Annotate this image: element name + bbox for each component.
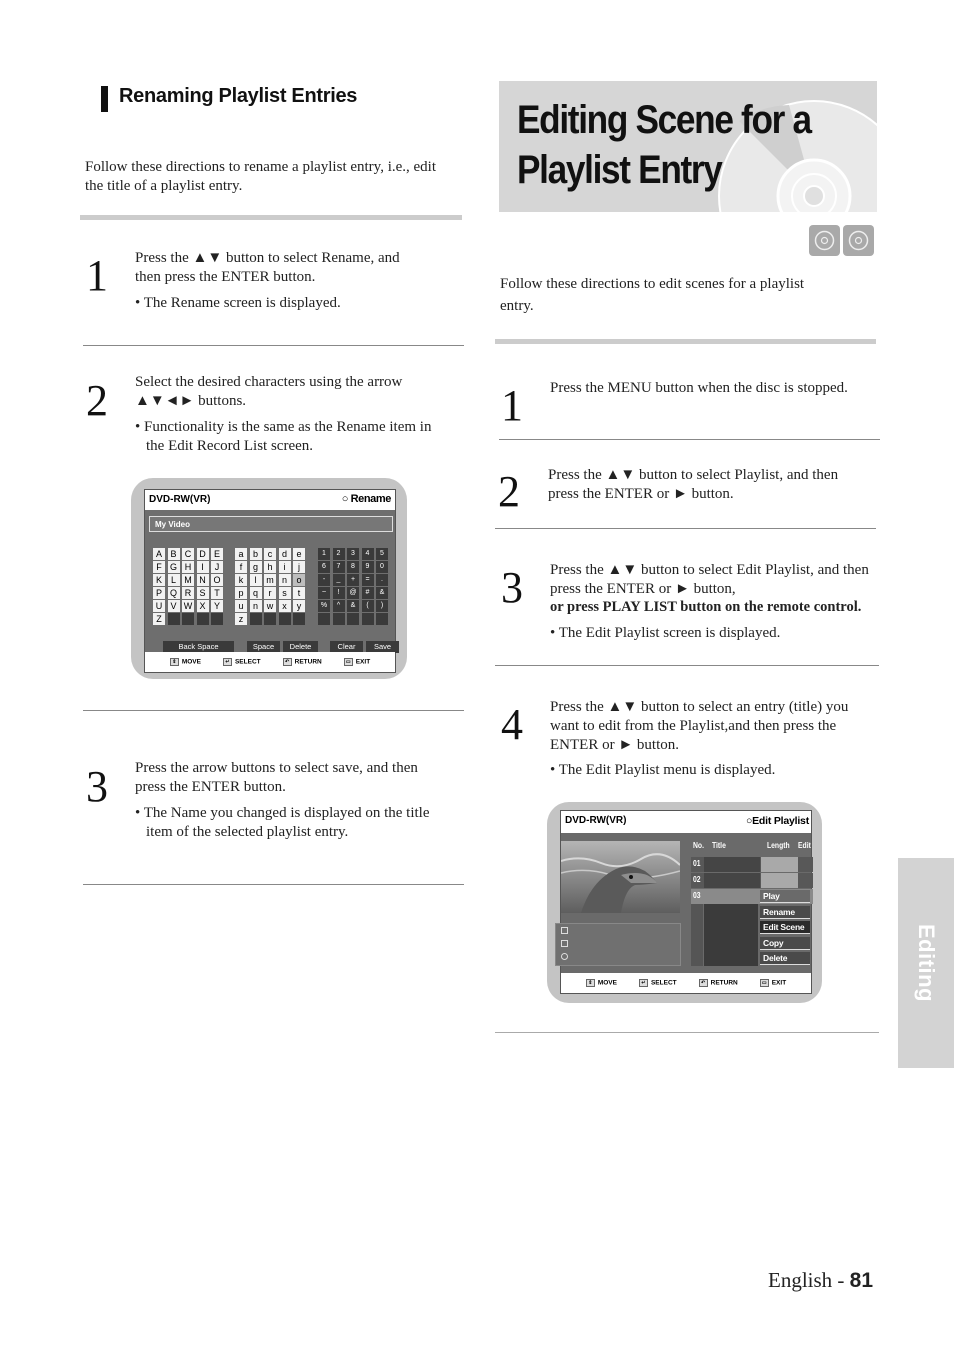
right-step-2-text: Press the ▲▼ button to select Playlist, and then press the ENTER or ► button. bbox=[548, 467, 839, 502]
key-lower-1-3[interactable]: i bbox=[279, 561, 291, 573]
row-number: 03 bbox=[693, 891, 701, 900]
edit-playlist-header bbox=[561, 811, 811, 833]
key-sym-4-0[interactable]: % bbox=[318, 600, 330, 612]
key-upper-2-0[interactable]: K bbox=[153, 574, 165, 586]
key-sym-5-2[interactable] bbox=[347, 613, 359, 625]
key-upper-5-3[interactable] bbox=[197, 613, 209, 625]
mode-label: ○ Rename bbox=[341, 493, 391, 505]
key-lower-1-2[interactable]: h bbox=[264, 561, 276, 573]
menu-item-delete[interactable]: Delete bbox=[760, 952, 810, 965]
edit-playlist-screen bbox=[547, 802, 822, 1003]
key-sym-0-3[interactable]: 4 bbox=[362, 548, 374, 560]
mode-label: ○Edit Playlist bbox=[745, 815, 809, 827]
exit-label: EXIT bbox=[771, 979, 787, 987]
key-lower-5-4[interactable] bbox=[293, 613, 305, 625]
key-lower-5-1[interactable] bbox=[250, 613, 262, 625]
space-button[interactable]: Space bbox=[247, 641, 280, 653]
key-lower-0-3[interactable]: d bbox=[279, 548, 291, 560]
title-info-box bbox=[555, 923, 681, 966]
key-sym-3-1[interactable]: ! bbox=[333, 587, 345, 599]
key-upper-4-4[interactable]: Y bbox=[211, 600, 223, 612]
col-no: No. bbox=[693, 841, 704, 850]
key-lower-3-3[interactable]: s bbox=[279, 587, 291, 599]
right-step-3-bold: or press PLAY LIST button on the remote control. bbox=[550, 599, 862, 615]
right-step-2-number: 2 bbox=[498, 467, 520, 516]
right-step-3-number: 3 bbox=[501, 563, 523, 612]
table-row[interactable] bbox=[691, 873, 813, 888]
key-sym-1-2[interactable]: 8 bbox=[347, 561, 359, 573]
menu-item-edit-scene[interactable]: Edit Scene bbox=[760, 921, 810, 934]
key-sym-3-3[interactable]: # bbox=[362, 587, 374, 599]
key-sym-4-2[interactable]: & bbox=[347, 600, 359, 612]
right-rule-3 bbox=[495, 665, 879, 666]
move-icon: ⇕ bbox=[170, 658, 179, 666]
device-label: DVD-RW(VR) bbox=[149, 494, 211, 505]
key-sym-2-2[interactable]: + bbox=[347, 574, 359, 586]
right-step-4-number: 4 bbox=[501, 700, 523, 749]
select-label: SELECT bbox=[650, 979, 677, 987]
right-rule-1 bbox=[499, 439, 880, 440]
row-length-cell bbox=[761, 857, 798, 872]
key-sym-1-1[interactable]: 7 bbox=[333, 561, 345, 573]
menu-item-play[interactable]: Play bbox=[760, 890, 810, 903]
key-sym-2-3[interactable]: = bbox=[362, 574, 374, 586]
return-icon: ↶ bbox=[283, 658, 292, 666]
rename-screen-display bbox=[144, 489, 396, 673]
left-step-1-number: 1 bbox=[86, 251, 108, 300]
dolphin-thumbnail bbox=[561, 841, 680, 913]
key-sym-5-3[interactable] bbox=[362, 613, 374, 625]
key-upper-3-1[interactable]: Q bbox=[168, 587, 180, 599]
left-rule-2 bbox=[83, 710, 464, 711]
return-icon: ↶ bbox=[699, 979, 708, 987]
left-step-3-bullet: • The Name you changed is displayed on the title item of the selected playlist entry. bbox=[135, 805, 430, 840]
key-lower-0-0[interactable]: a bbox=[235, 548, 247, 560]
move-label: MOVE bbox=[181, 658, 201, 666]
move-icon: ⇕ bbox=[586, 979, 595, 987]
menu-mid-panel bbox=[704, 904, 758, 966]
left-step-3-number: 3 bbox=[86, 762, 108, 811]
key-upper-5-2[interactable] bbox=[182, 613, 194, 625]
key-upper-0-1[interactable]: B bbox=[168, 548, 180, 560]
key-upper-3-4[interactable]: T bbox=[211, 587, 223, 599]
edit-playlist-footer bbox=[561, 973, 811, 993]
left-rule-3 bbox=[83, 884, 464, 885]
left-step-3-text: Press the arrow buttons to select save, and then press the ENTER button. bbox=[135, 760, 418, 795]
key-sym-2-1[interactable]: _ bbox=[333, 574, 345, 586]
key-upper-5-4[interactable] bbox=[211, 613, 223, 625]
key-lower-4-1[interactable]: n bbox=[250, 600, 262, 612]
right-step-3-bullet: • The Edit Playlist screen is displayed. bbox=[550, 625, 781, 641]
key-upper-1-3[interactable]: I bbox=[197, 561, 209, 573]
section-heading: Renaming Playlist Entries bbox=[119, 85, 358, 107]
key-upper-4-2[interactable]: W bbox=[183, 601, 193, 611]
edit-playlist-display bbox=[560, 810, 812, 994]
save-button[interactable]: Save bbox=[366, 641, 399, 653]
back-space-button[interactable]: Back Space bbox=[163, 641, 234, 653]
col-length: Length bbox=[767, 841, 790, 850]
key-lower-4-2[interactable]: w bbox=[264, 600, 276, 612]
select-label: SELECT bbox=[234, 658, 261, 666]
info-icon-1 bbox=[561, 927, 568, 934]
page-number: 81 bbox=[849, 1269, 874, 1292]
col-edit: Edit bbox=[798, 841, 811, 850]
key-upper-4-0[interactable]: U bbox=[153, 600, 165, 612]
left-rule-1 bbox=[83, 345, 464, 346]
table-row[interactable] bbox=[691, 857, 813, 872]
menu-item-copy[interactable]: Copy bbox=[760, 937, 810, 950]
left-step-2-bullet: • Functionality is the same as the Rename item in the Edit Record List screen. bbox=[135, 419, 432, 454]
key-sym-3-0[interactable]: ~ bbox=[318, 587, 330, 599]
right-step-3-text: Press the ▲▼ button to select Edit Playlist, and then press the ENTER or ► button, bbox=[550, 562, 869, 597]
dvd-rw-vr-icon bbox=[809, 225, 840, 256]
right-step-4-bullet: • The Edit Playlist menu is displayed. bbox=[550, 762, 776, 778]
key-lower-3-4[interactable]: t bbox=[293, 587, 305, 599]
key-upper-5-1[interactable] bbox=[168, 613, 180, 625]
key-lower-3-2[interactable]: r bbox=[264, 587, 276, 599]
row-number: 01 bbox=[693, 859, 701, 868]
key-lower-5-0[interactable]: z bbox=[235, 613, 247, 625]
key-sym-0-1[interactable]: 2 bbox=[333, 548, 345, 560]
row-title-cell bbox=[704, 857, 760, 872]
row-title-cell bbox=[704, 889, 760, 904]
key-upper-3-2[interactable]: R bbox=[182, 587, 194, 599]
key-lower-1-4[interactable]: j bbox=[293, 561, 305, 573]
name-field[interactable] bbox=[149, 516, 393, 532]
heading-bar bbox=[101, 86, 108, 112]
key-lower-4-4[interactable]: y bbox=[293, 600, 305, 612]
key-sym-1-4[interactable]: 0 bbox=[376, 561, 388, 573]
key-upper-1-2[interactable]: H bbox=[182, 561, 194, 573]
select-icon: ↵ bbox=[223, 658, 232, 666]
right-intro-rule bbox=[495, 339, 876, 344]
key-upper-2-4[interactable]: O bbox=[211, 574, 223, 586]
key-upper-3-3[interactable]: S bbox=[197, 587, 209, 599]
key-sym-5-4[interactable] bbox=[376, 613, 388, 625]
key-upper-3-0[interactable]: P bbox=[153, 587, 165, 599]
key-sym-0-0[interactable]: 1 bbox=[318, 548, 330, 560]
key-sym-4-1[interactable]: ^ bbox=[333, 600, 345, 612]
menu-item-rename[interactable]: Rename bbox=[760, 906, 810, 919]
key-upper-0-0[interactable]: A bbox=[153, 548, 165, 560]
key-upper-0-4[interactable]: E bbox=[211, 548, 223, 560]
dvd-r-icon bbox=[843, 225, 874, 256]
key-sym-5-1[interactable] bbox=[333, 613, 345, 625]
exit-icon: ▭ bbox=[760, 979, 769, 987]
right-step-1-text: Press the MENU button when the disc is stopped. bbox=[550, 380, 848, 396]
key-lower-2-0[interactable]: k bbox=[235, 574, 247, 586]
key-lower-4-3[interactable]: x bbox=[279, 600, 291, 612]
key-sym-3-4[interactable]: & bbox=[376, 587, 388, 599]
left-step-1-bullet: • The Rename screen is displayed. bbox=[135, 295, 341, 311]
return-label: RETURN bbox=[294, 658, 322, 666]
row-title-cell bbox=[704, 873, 760, 888]
rename-screen-header bbox=[145, 490, 395, 510]
row-number: 02 bbox=[693, 875, 701, 884]
side-tab-label: Editing bbox=[914, 923, 939, 1003]
key-lower-2-4[interactable]: o bbox=[293, 574, 305, 586]
info-icon-2 bbox=[561, 940, 568, 947]
clear-button[interactable]: Clear bbox=[330, 641, 363, 653]
page-footer bbox=[768, 1268, 873, 1293]
move-label: MOVE bbox=[597, 979, 617, 987]
side-tab bbox=[898, 858, 954, 1068]
exit-label: EXIT bbox=[355, 658, 371, 666]
key-upper-5-0[interactable]: Z bbox=[153, 613, 165, 625]
return-label: RETURN bbox=[710, 979, 738, 987]
key-lower-2-3[interactable]: n bbox=[279, 574, 291, 586]
page-title-line-1: Editing Scene for a bbox=[517, 98, 811, 142]
key-lower-4-0[interactable]: u bbox=[235, 600, 247, 612]
right-step-1-number: 1 bbox=[501, 381, 523, 430]
left-intro-rule bbox=[80, 215, 462, 220]
key-sym-0-4[interactable]: 5 bbox=[376, 548, 388, 560]
title-banner bbox=[499, 81, 877, 212]
right-intro: Follow these directions to edit scenes for a playlist entry. bbox=[500, 276, 805, 314]
key-upper-2-1[interactable]: L bbox=[168, 574, 180, 586]
delete-button[interactable]: Delete bbox=[283, 641, 318, 653]
rename-screen-footer bbox=[145, 652, 395, 672]
left-step-2-text: Select the desired characters using the arrow ▲▼◄► buttons. bbox=[135, 374, 403, 409]
select-icon: ↵ bbox=[639, 979, 648, 987]
key-lower-1-1[interactable]: g bbox=[250, 561, 262, 573]
key-upper-0-3[interactable]: D bbox=[197, 548, 209, 560]
key-upper-0-2[interactable]: C bbox=[182, 548, 194, 560]
footer-language: English - bbox=[768, 1268, 850, 1292]
key-lower-0-2[interactable]: c bbox=[264, 548, 276, 560]
device-label: DVD-RW(VR) bbox=[565, 815, 627, 826]
key-upper-1-1[interactable]: G bbox=[168, 561, 180, 573]
key-lower-5-2[interactable] bbox=[264, 613, 276, 625]
right-rule-2 bbox=[495, 528, 876, 529]
key-sym-4-4[interactable]: ) bbox=[376, 600, 388, 612]
exit-icon: ▭ bbox=[344, 658, 353, 666]
name-field-value: My Video bbox=[155, 520, 190, 529]
key-upper-1-0[interactable]: F bbox=[153, 561, 165, 573]
key-sym-2-4[interactable]: . bbox=[376, 574, 388, 586]
key-upper-1-4[interactable]: J bbox=[211, 561, 223, 573]
right-step-4-text: Press the ▲▼ button to select an entry (title) you want to edit from the Playlist,and then press the ENTER or ► button. bbox=[550, 699, 849, 753]
left-step-2-number: 2 bbox=[86, 376, 108, 425]
rename-screen bbox=[131, 478, 407, 679]
key-lower-3-1[interactable]: q bbox=[250, 587, 262, 599]
page-title-line-2: Playlist Entry bbox=[517, 148, 722, 192]
key-lower-1-0[interactable]: f bbox=[235, 561, 247, 573]
key-upper-4-3[interactable]: X bbox=[197, 600, 209, 612]
key-sym-3-2[interactable]: @ bbox=[347, 587, 359, 599]
key-upper-2-2[interactable]: M bbox=[182, 574, 194, 586]
key-lower-0-4[interactable]: e bbox=[293, 548, 305, 560]
menu-left-panel bbox=[691, 904, 703, 966]
key-upper-2-3[interactable]: N bbox=[197, 574, 209, 586]
key-lower-5-3[interactable] bbox=[279, 613, 291, 625]
key-lower-2-2[interactable]: m bbox=[264, 574, 276, 586]
left-intro: Follow these directions to rename a playlist entry, i.e., edit the title of a playlist entry. bbox=[85, 159, 437, 194]
right-rule-4 bbox=[495, 1032, 879, 1033]
key-sym-1-0[interactable]: 6 bbox=[318, 561, 330, 573]
key-sym-1-3[interactable]: 9 bbox=[362, 561, 374, 573]
key-lower-2-1[interactable]: l bbox=[250, 574, 262, 586]
left-step-1-text: Press the ▲▼ button to select Rename, and then press the ENTER button. bbox=[135, 250, 400, 285]
clock-icon bbox=[561, 953, 568, 960]
col-title: Title bbox=[712, 841, 726, 850]
key-sym-4-3[interactable]: ( bbox=[362, 600, 374, 612]
key-sym-5-0[interactable] bbox=[318, 613, 330, 625]
key-lower-3-0[interactable]: p bbox=[235, 587, 247, 599]
key-sym-0-2[interactable]: 3 bbox=[347, 548, 359, 560]
key-upper-4-1[interactable]: V bbox=[168, 600, 180, 612]
key-lower-0-1[interactable]: b bbox=[250, 548, 262, 560]
key-sym-2-0[interactable]: - bbox=[318, 574, 330, 586]
row-length-cell bbox=[761, 873, 798, 888]
